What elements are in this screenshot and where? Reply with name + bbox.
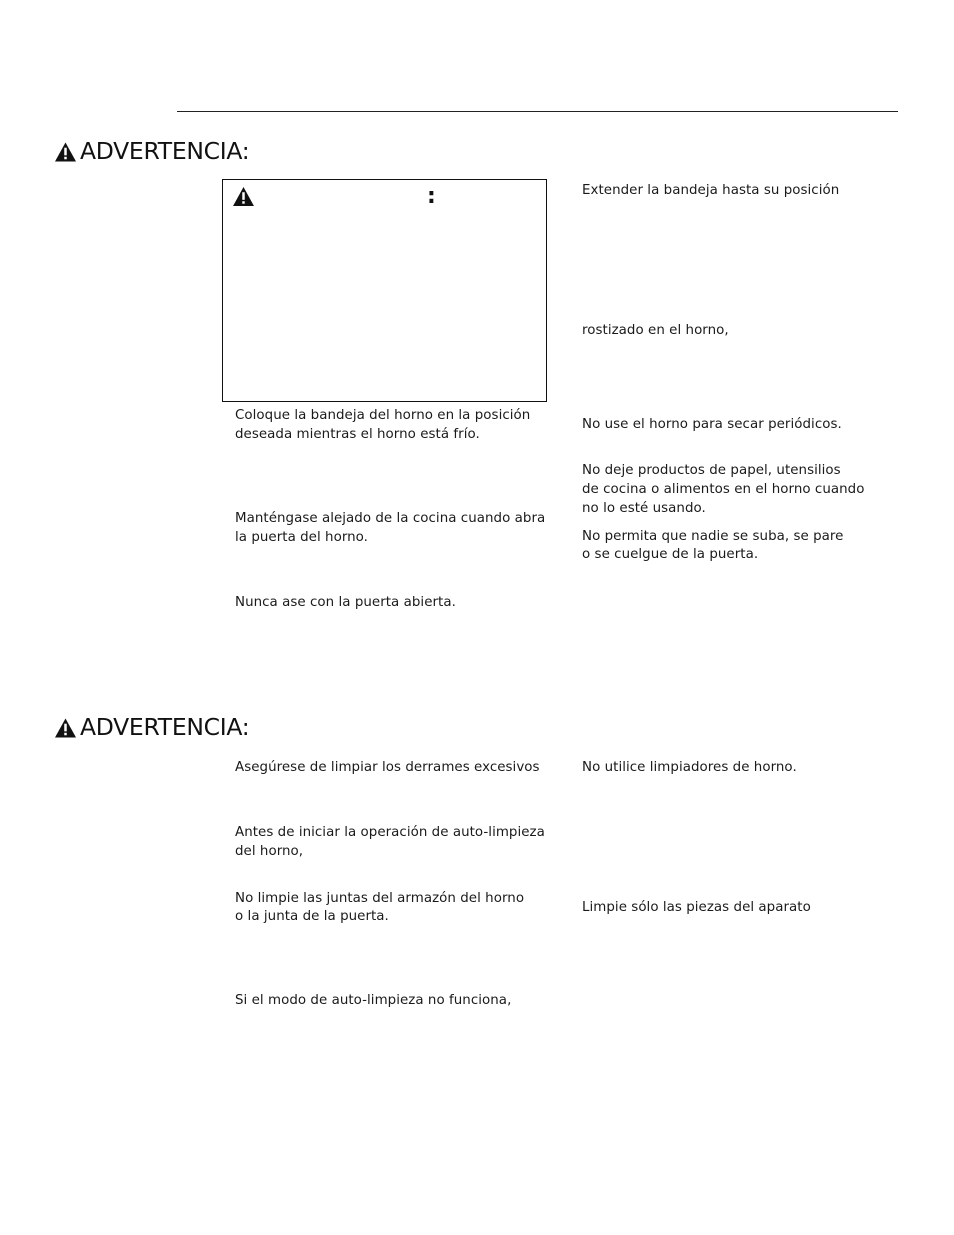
text-line: rostizado en el horno, (582, 323, 729, 338)
text-line: No deje productos de papel, utensilios (582, 463, 841, 478)
warning-heading-text: ADVERTENCIA: (80, 137, 250, 165)
text-line: Manténgase alejado de la cocina cuando abra (235, 511, 546, 526)
text-line: no lo esté usando. (582, 501, 706, 516)
text-line: No permita que nadie se suba, se pare (582, 529, 844, 544)
warning-triangle-icon (233, 187, 254, 206)
text-line: Extender la bandeja hasta su posición (582, 183, 840, 198)
text-line: deseada mientras el horno está frío. (235, 427, 480, 442)
warning-heading-1 (55, 137, 250, 165)
warning-box (222, 179, 547, 402)
text-line: Coloque la bandeja del horno en la posición (235, 408, 531, 423)
text-line: Asegúrese de limpiar los derrames excesivos (235, 760, 540, 775)
text-line: No use el horno para secar periódicos. (582, 417, 842, 432)
text-line: o se cuelgue de la puerta. (582, 547, 759, 562)
text-line: Limpie sólo las piezas del aparato (582, 900, 811, 915)
text-line: No limpie las juntas del armazón del horno (235, 891, 525, 906)
warning-triangle-icon (55, 142, 76, 162)
text-line: Nunca ase con la puerta abierta. (235, 595, 456, 610)
text-line: Si el modo de auto-limpieza no funciona, (235, 993, 512, 1008)
text-line: No utilice limpiadores de horno. (582, 760, 797, 775)
text-line: la puerta del horno. (235, 530, 368, 545)
text-line: Antes de iniciar la operación de auto-limpieza (235, 825, 545, 840)
text-line: o la junta de la puerta. (235, 909, 389, 924)
warning-triangle-icon (55, 718, 76, 738)
warning-heading-2 (55, 713, 250, 741)
text-line: del horno, (235, 844, 304, 859)
warning-heading-text: ADVERTENCIA: (80, 713, 250, 741)
text-line: de cocina o alimentos en el horno cuando (582, 482, 865, 497)
warning-box-colon: : (427, 184, 436, 209)
header-rule (177, 111, 898, 112)
